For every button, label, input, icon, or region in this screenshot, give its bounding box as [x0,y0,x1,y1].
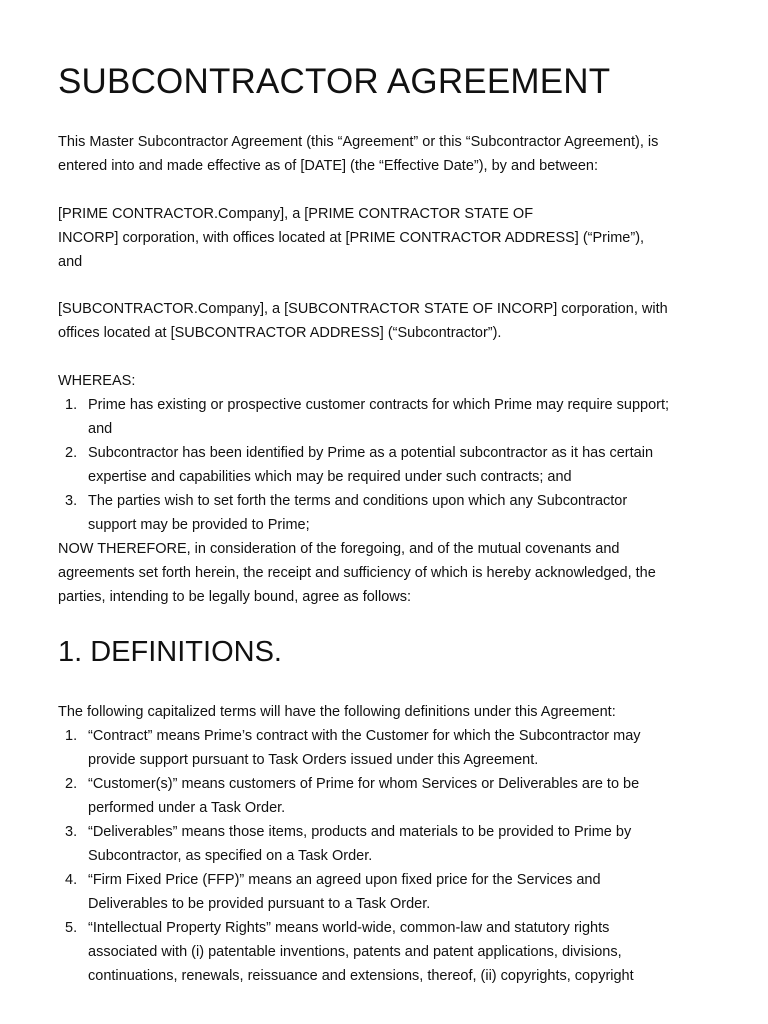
list-item-number: 1. [65,728,78,744]
definitions-intro: The following capitalized terms will have the following definitions under this Agreement: [58,704,616,720]
list-item-number: 2. [65,776,78,792]
list-item-line: associated with (i) patentable inventions, patents and patent applications, divisions, [88,944,622,960]
list-item-number: 2. [65,445,78,461]
whereas-label: WHEREAS: [58,373,136,389]
list-item [58,489,718,537]
sub-line: [SUBCONTRACTOR.Company], a [SUBCONTRACTOR STATE OF INCORP] corporation, with [58,301,668,317]
list-item-line: support may be provided to Prime; [88,517,310,533]
list-item-number: 4. [65,872,78,888]
list-item-line: The parties wish to set forth the terms and conditions upon which any Subcontractor [88,493,628,509]
list-item [58,772,718,820]
prime-line: INCORP] corporation, with offices located at [PRIME CONTRACTOR ADDRESS] (“Prime”), [58,230,645,246]
list-item-number: 3. [65,824,78,840]
intro-paragraph [58,130,718,178]
definitions-section [58,700,718,988]
list-item [58,441,718,489]
list-item-line: Deliverables to be provided pursuant to a Task Order. [88,896,431,912]
prime-line: [PRIME CONTRACTOR.Company], a [PRIME CONTRACTOR STATE OF [58,206,534,222]
list-item-line: Prime has existing or prospective customer contracts for which Prime may require support; [88,397,670,413]
prime-party-paragraph [58,202,718,274]
list-item [58,393,718,441]
list-item-line: “Deliverables” means those items, products and materials to be provided to Prime by [88,824,632,840]
prime-line: and [58,254,83,270]
document-title: SUBCONTRACTOR AGREEMENT [58,62,611,101]
intro-line: entered into and made effective as of [DATE] (the “Effective Date”), by and between: [58,158,599,174]
definitions-list [58,724,718,988]
list-item-line: “Customer(s)” means customers of Prime for whom Services or Deliverables are to be [88,776,640,792]
intro-line: This Master Subcontractor Agreement (this “Agreement” or this “Subcontractor Agreement), is [58,134,659,150]
definitions-heading: 1. DEFINITIONS. [58,636,282,668]
list-item-line: “Intellectual Property Rights” means world-wide, common-law and statutory rights [88,920,610,936]
whereas-list [58,393,718,537]
list-item-line: provide support pursuant to Task Orders issued under this Agreement. [88,752,539,768]
list-item-line: continuations, renewals, reissuance and extensions, thereof, (ii) copyrights, copyright [88,968,634,984]
list-item-line: Subcontractor, as specified on a Task Order. [88,848,373,864]
list-item [58,820,718,868]
list-item [58,916,718,988]
list-item-line: “Contract” means Prime’s contract with the Customer for which the Subcontractor may [88,728,641,744]
list-item-number: 5. [65,920,78,936]
whereas-section [58,369,718,609]
list-item-number: 1. [65,397,78,413]
list-item-line: “Firm Fixed Price (FFP)” means an agreed upon fixed price for the Services and [88,872,601,888]
list-item-line: performed under a Task Order. [88,800,286,816]
subcontractor-party-paragraph [58,297,718,345]
list-item-line: and [88,421,113,437]
list-item-line: Subcontractor has been identified by Prime as a potential subcontractor as it has certain [88,445,654,461]
now-therefore-line: parties, intending to be legally bound, agree as follows: [58,589,412,605]
sub-line: offices located at [SUBCONTRACTOR ADDRESS] (“Subcontractor”). [58,325,502,341]
list-item-number: 3. [65,493,78,509]
now-therefore-line: NOW THEREFORE, in consideration of the foregoing, and of the mutual covenants and [58,541,620,557]
list-item-line: expertise and capabilities which may be required under such contracts; and [88,469,572,485]
list-item [58,868,718,916]
now-therefore-line: agreements set forth herein, the receipt and sufficiency of which is hereby acknowledged, the [58,565,656,581]
list-item [58,724,718,772]
